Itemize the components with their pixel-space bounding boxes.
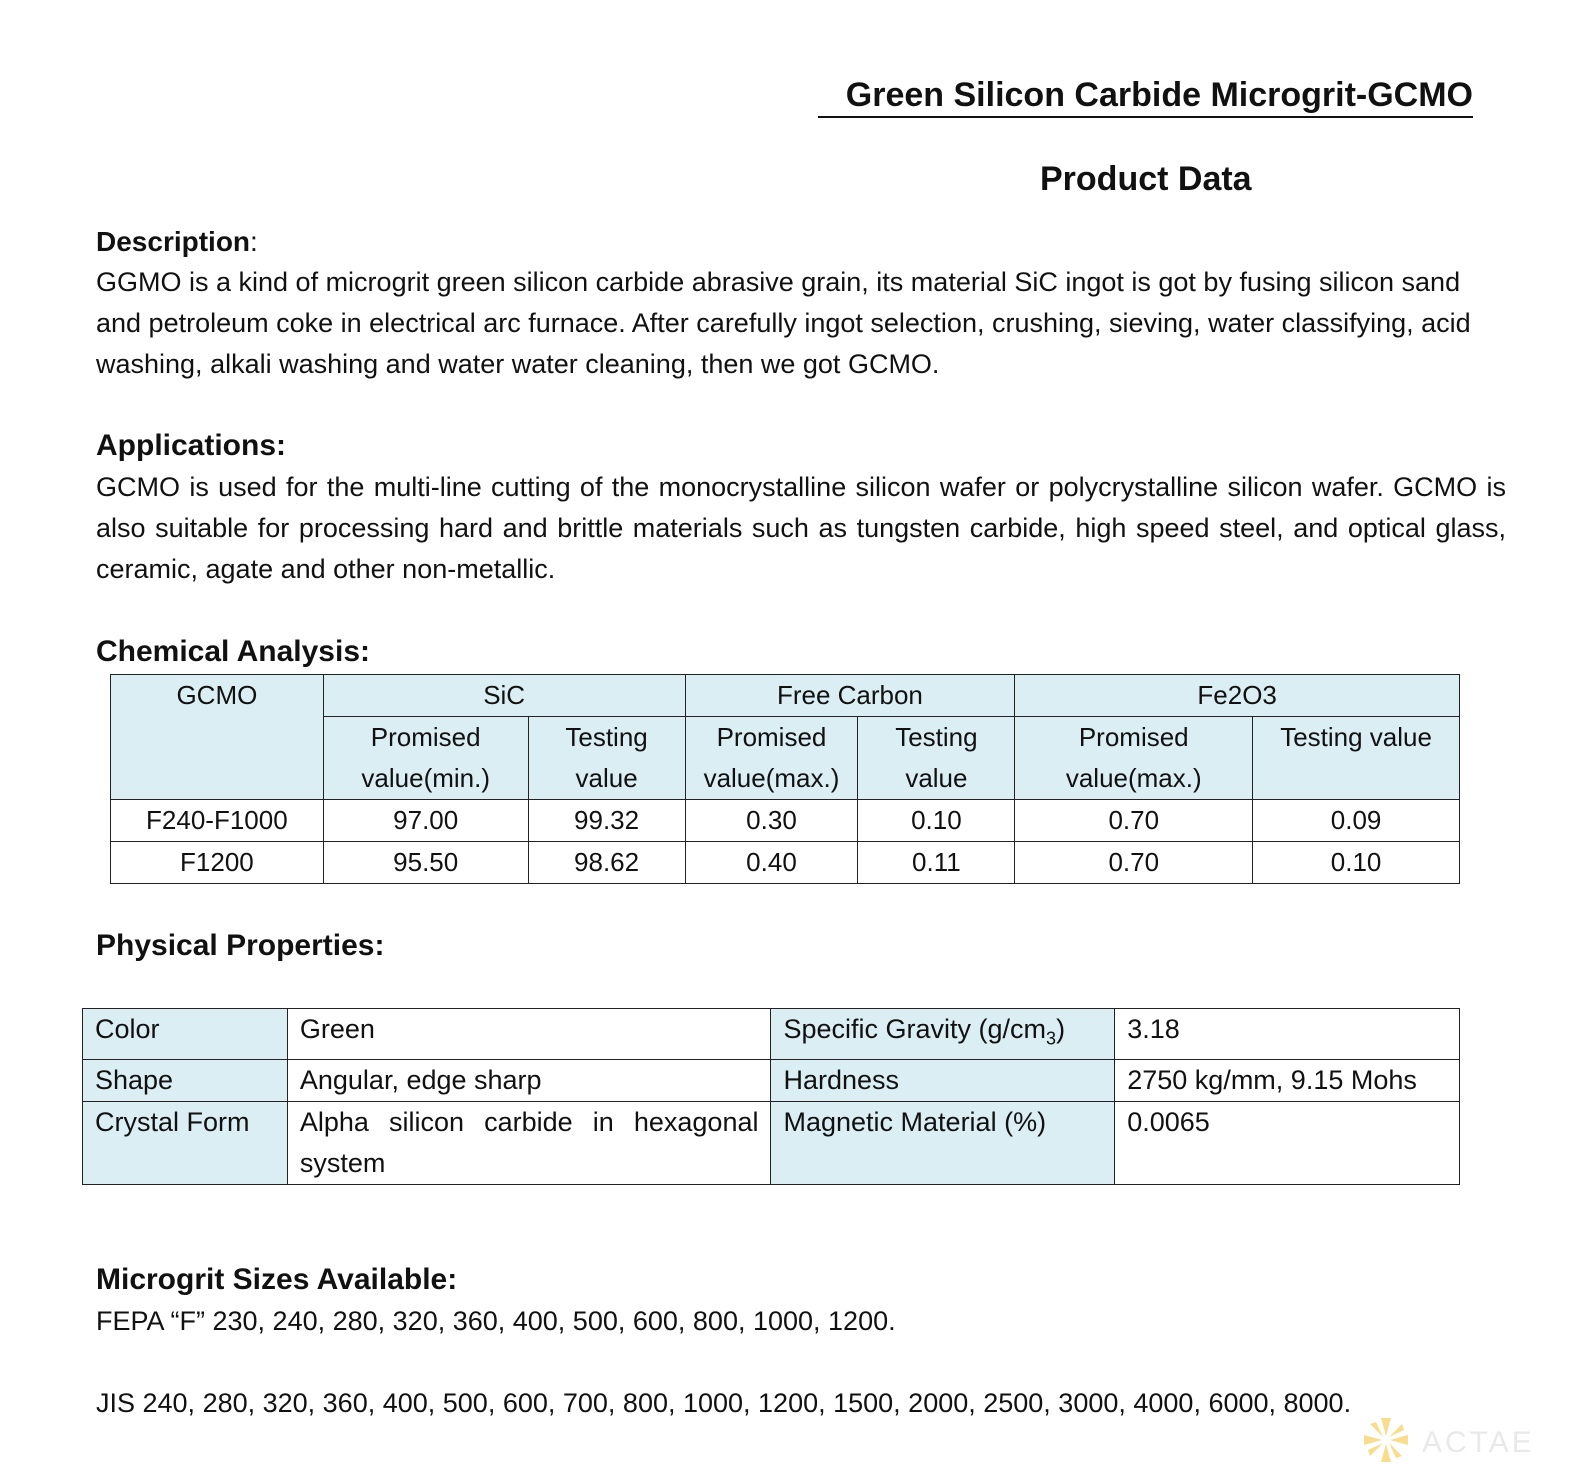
property-name: Shape (83, 1060, 288, 1102)
property-value: Green (287, 1009, 771, 1060)
property-value: 0.0065 (1115, 1102, 1460, 1185)
subheader-line: Promised (370, 722, 481, 752)
applications-text: GCMO is used for the multi-line cutting of the monocrystalline silicon wafer or polycrystalline silicon wafer. GCMO is also suitable for processing hard and brittle materials such as tungsten carbide, high speed steel, and optical glass, ceramic, agate and other non-metallic. (96, 472, 1506, 584)
subheader-fe2o3-testing (1253, 717, 1460, 800)
property-value: Alpha silicon carbide in hexagonal system (287, 1102, 771, 1185)
value-cell: 0.09 (1253, 800, 1460, 842)
property-value: 2750 kg/mm, 9.15 Mohs (1115, 1060, 1460, 1102)
physical-properties-heading: Physical Properties: (96, 929, 385, 962)
value-cell: 99.32 (528, 800, 685, 842)
table-row (83, 1009, 1460, 1060)
property-name: Crystal Form (83, 1102, 288, 1185)
subheader-line: Promised (716, 722, 827, 752)
physical-properties-table (82, 1008, 1460, 1185)
property-name: Color (83, 1009, 288, 1060)
column-group-free-carbon: Free Carbon (685, 675, 1015, 717)
description-text: GGMO is a kind of microgrit green silicon carbide abrasive grain, its material SiC ingot is got by fusing silicon sand and petroleum coke in electrical arc furnace. After carefully ingot selection, crushing, sieving, water classifying, acid washing, alkali washing and water water cleaning, then we got GCMO. (96, 267, 1471, 379)
subheader-carbon-promised (685, 717, 858, 800)
value-cell: 0.10 (1253, 842, 1460, 884)
jis-sizes-text: JIS 240, 280, 320, 360, 400, 500, 600, 700, 800, 1000, 1200, 1500, 2000, 2500, 3000, 4000, 6000, 8000. (96, 1388, 1352, 1418)
star-icon (1362, 1414, 1418, 1466)
property-name-close: ) (1056, 1014, 1066, 1044)
property-value: 3.18 (1115, 1009, 1460, 1060)
subheader-line: Testing (895, 722, 978, 752)
subheader-line: value(max.) (1065, 763, 1202, 793)
value-cell: 0.11 (858, 842, 1015, 884)
document-subtitle: Product Data (1040, 160, 1252, 198)
subheader-sic-promised (323, 717, 528, 800)
watermark-logo (1362, 1414, 1535, 1466)
property-name (771, 1009, 1115, 1060)
property-name-text: Specific Gravity (g/cm (783, 1014, 1047, 1044)
property-name-subscript: 3 (1046, 1028, 1057, 1049)
table-row (83, 1060, 1460, 1102)
column-group-fe2o3: Fe2O3 (1015, 675, 1460, 717)
table-row (111, 800, 1460, 842)
subheader-line: value (575, 763, 638, 793)
column-group-sic: SiC (323, 675, 685, 717)
grade-cell: F240-F1000 (111, 800, 324, 842)
subheader-line: Testing value (1280, 722, 1432, 752)
value-cell: 98.62 (528, 842, 685, 884)
value-cell: 0.10 (858, 800, 1015, 842)
subheader-line: value(max.) (703, 763, 840, 793)
document-title: Green Silicon Carbide Microgrit-GCMO (818, 74, 1473, 118)
column-header-product: GCMO (111, 675, 324, 800)
value-cell: 0.70 (1015, 800, 1253, 842)
subheader-carbon-testing (858, 717, 1015, 800)
description-label (96, 224, 258, 260)
subheader-sic-testing (528, 717, 685, 800)
value-cell: 0.40 (685, 842, 858, 884)
grade-cell: F1200 (111, 842, 324, 884)
chemical-analysis-heading: Chemical Analysis: (96, 635, 370, 668)
subheader-fe2o3-promised (1015, 717, 1253, 800)
description-label-colon: : (250, 226, 258, 257)
applications-heading: Applications: (96, 429, 287, 462)
value-cell: 0.30 (685, 800, 858, 842)
subheader-line: Promised (1078, 722, 1189, 752)
chemical-analysis-table (110, 674, 1460, 884)
subheader-line: value(min.) (361, 763, 490, 793)
subheader-line: value (905, 763, 968, 793)
value-cell: 97.00 (323, 800, 528, 842)
property-name: Magnetic Material (%) (771, 1102, 1115, 1185)
table-row (111, 842, 1460, 884)
watermark-text: ACTAE (1422, 1426, 1535, 1459)
value-cell: 0.70 (1015, 842, 1253, 884)
value-cell: 95.50 (323, 842, 528, 884)
fepa-sizes-text: FEPA “F” 230, 240, 280, 320, 360, 400, 500, 600, 800, 1000, 1200. (96, 1306, 896, 1336)
subheader-line: Testing (565, 722, 648, 752)
table-row (83, 1102, 1460, 1185)
property-value: Angular, edge sharp (287, 1060, 771, 1102)
description-label-text: Description (96, 226, 251, 257)
microgrit-sizes-heading: Microgrit Sizes Available: (96, 1263, 458, 1296)
property-name: Hardness (771, 1060, 1115, 1102)
